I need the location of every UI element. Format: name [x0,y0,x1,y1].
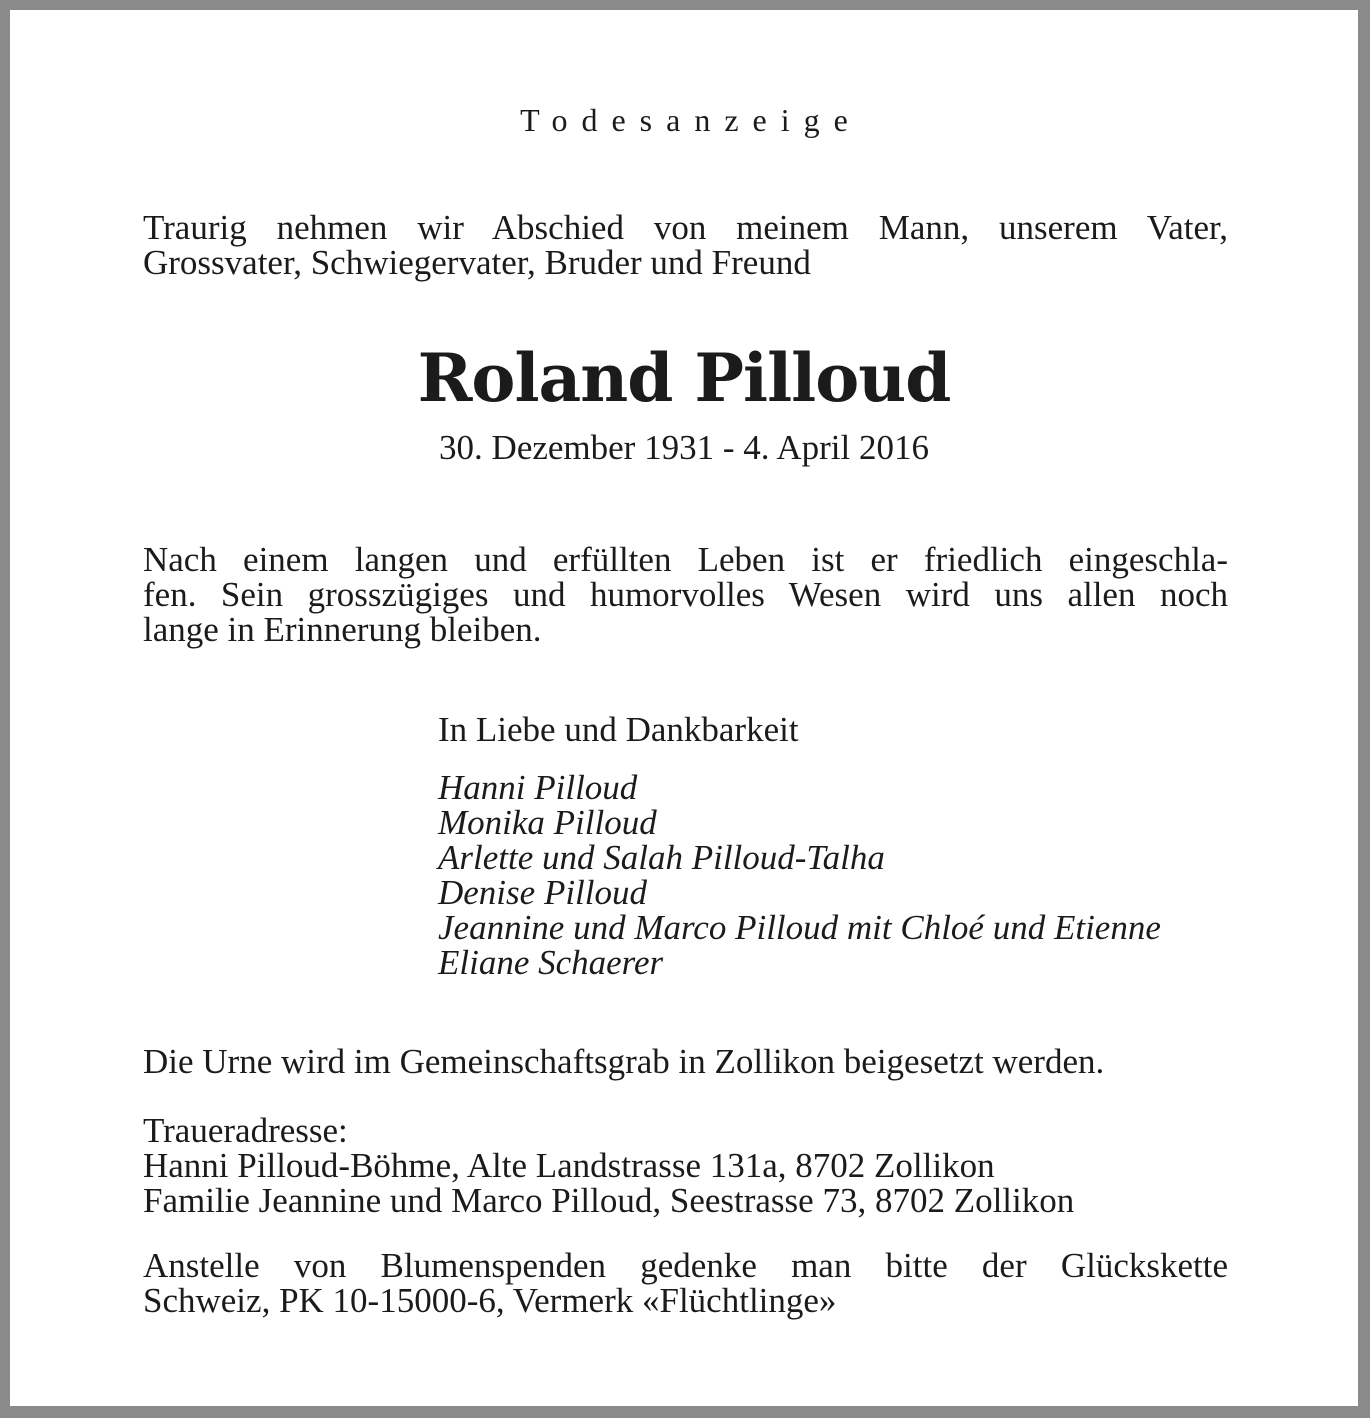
intro-line: Traurig nehmen wir Abschied von meinem Mann, unserem Vater, [143,208,1228,247]
intro-line: Grossvater, Schwiegervater, Bruder und Freund [143,243,811,282]
mourner-name: Arlette und Salah Pilloud-Talha [438,838,885,877]
message-line: lange in Erinnerung bleiben. [143,610,542,649]
address-label: Traueradresse: [143,1111,348,1150]
address-line: Hanni Pilloud-Böhme, Alte Landstrasse 131a, 8702 Zollikon [143,1146,995,1185]
mourner-name: Jeannine und Marco Pilloud mit Chloé und Etienne [438,908,1161,947]
message-line: Nach einem langen und erfüllten Leben ist er friedlich eingeschla- [143,540,1228,579]
message-line: fen. Sein grosszügiges und humorvolles Wesen wird uns allen noch [143,575,1228,614]
mourners-list [438,770,1161,980]
mourner-name: Denise Pilloud [438,873,647,912]
donation-line: Schweiz, PK 10-15000-6, Vermerk «Flüchtlinge» [143,1281,837,1320]
intro-text [143,210,1228,280]
notice-heading: Todesanzeige [520,102,862,138]
message-text [143,542,1228,647]
mourner-name: Monika Pilloud [438,803,657,842]
donation-line: Anstelle von Blumenspenden gedenke man bitte der Glückskette [143,1246,1228,1285]
mourning-address [143,1113,1228,1218]
address-line: Familie Jeannine und Marco Pilloud, Seestrasse 73, 8702 Zollikon [143,1181,1075,1220]
mourner-name: Hanni Pilloud [438,768,638,807]
mourner-name: Eliane Schaerer [438,943,664,982]
donation-note [143,1248,1228,1318]
signoff: In Liebe und Dankbarkeit [438,710,799,749]
life-dates: 30. Dezember 1931 - 4. April 2016 [439,428,929,467]
deceased-name: Roland Pilloud [417,339,951,417]
obituary-notice [10,10,1358,1406]
burial-note: Die Urne wird im Gemeinschaftsgrab in Zollikon beigesetzt werden. [143,1042,1105,1081]
